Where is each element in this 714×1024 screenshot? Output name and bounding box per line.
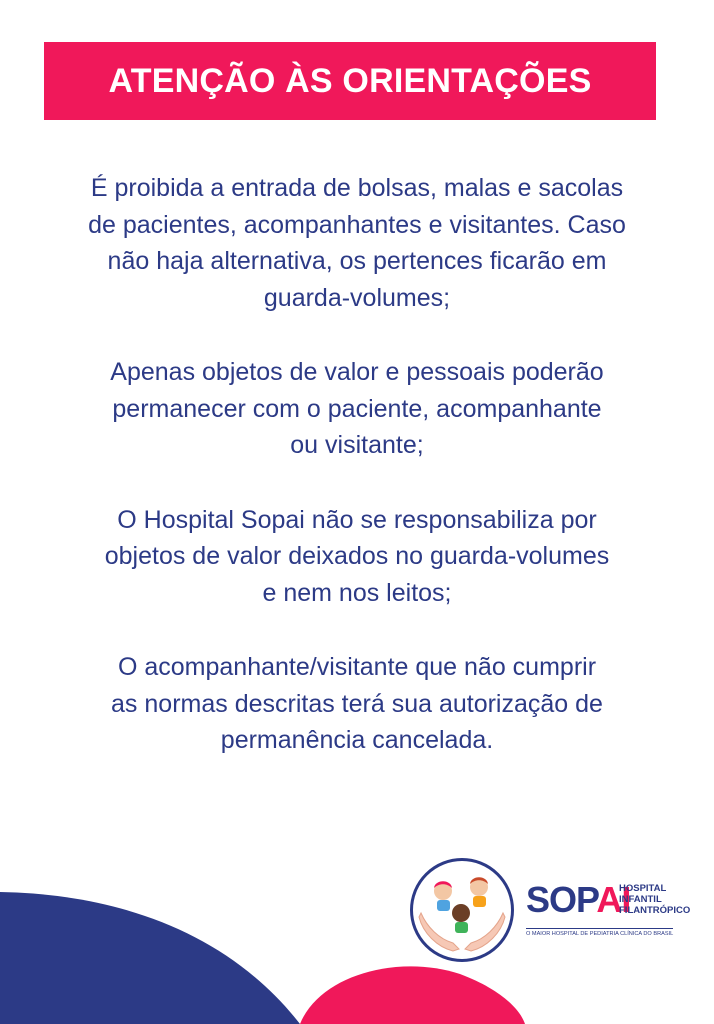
brand-wordmark [526,880,630,920]
text-line: de pacientes, acompanhantes e visitantes. Caso [88,210,626,239]
brand-tagline: O MAIOR HOSPITAL DE PEDIATRIA CLÍNICA DO BRASIL [526,928,673,937]
text-line: permanência cancelada. [220,726,494,754]
text-line: e nem nos leitos; [262,578,452,607]
hospital-logo-emblem [410,858,514,962]
pink-wave-shape [300,966,525,1024]
brand-subtitle [619,883,690,916]
blue-wave-shape [0,892,300,1024]
guideline-paragraph-3 [40,502,674,612]
text-line: não haja alternativa, os pertences ficarão em [107,247,607,275]
text-line: O acompanhante/visitante que não cumprir [117,653,597,681]
brand-wordmark-part2: AI [596,879,631,920]
text-line: ou visitante; [290,431,424,459]
text-line: O Hospital Sopai não se responsabiliza por [117,505,597,534]
text-line: permanecer com o paciente, acompanhante [112,394,602,423]
guideline-paragraph-4 [40,649,674,759]
text-line: as normas descritas terá sua autorização de [111,689,603,718]
brand-subtitle-line: FILANTRÓPICO [619,905,691,916]
brand-subtitle-line: INFANTIL [619,894,662,905]
brand-subtitle-line: HOSPITAL [619,883,667,894]
text-line: guarda-volumes; [263,283,451,312]
guideline-paragraph-1 [40,170,674,316]
children-hands-icon [413,861,511,959]
page-title: ATENÇÃO ÀS ORIENTAÇÕES [108,61,592,100]
text-line: objetos de valor deixados no guarda-volumes [104,542,610,570]
title-banner [44,42,656,120]
text-line: É proibida a entrada de bolsas, malas e sacolas [90,174,624,202]
hospital-brand [526,879,691,944]
guideline-paragraph-2 [40,354,674,464]
brand-wordmark-part1: SOP [526,879,597,920]
text-line: Apenas objetos de valor e pessoais poderão [110,358,604,386]
guidelines-text [40,170,674,759]
